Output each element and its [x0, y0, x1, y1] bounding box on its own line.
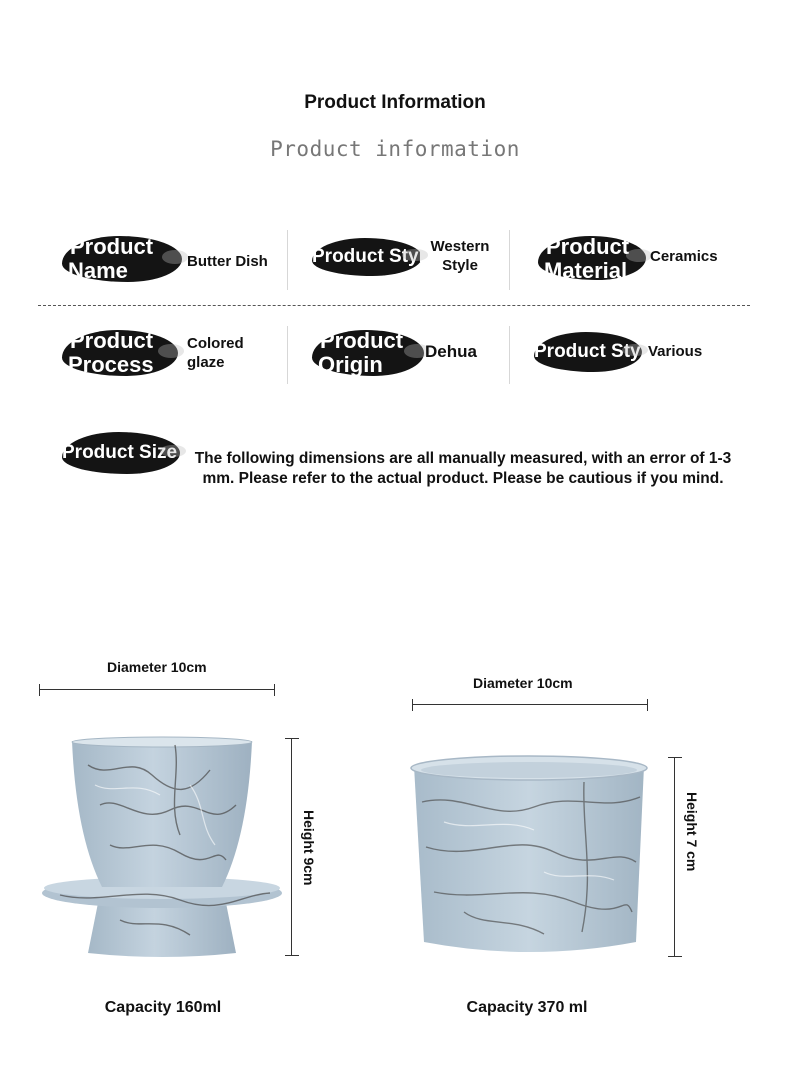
brush-label-line1: Product — [70, 234, 154, 259]
brush-label-product-origin — [312, 330, 424, 376]
column-divider — [287, 326, 288, 384]
diameter-label-2: Diameter 10cm — [473, 675, 573, 691]
brush-label-product-material — [538, 234, 646, 283]
capacity-label-1: Capacity 160ml — [104, 999, 222, 1016]
column-divider — [509, 230, 510, 290]
brush-label-text: Product Style — [312, 246, 435, 267]
height-label-2: Height 7 cm — [684, 792, 700, 872]
brush-label-line1: Product — [320, 328, 404, 353]
brush-label-line2: Name — [68, 258, 128, 283]
brush-label-product-process — [62, 330, 178, 376]
capacity-label-2: Capacity 370 ml — [466, 999, 588, 1016]
spec-value-line1: Western — [430, 238, 490, 255]
dashed-separator — [38, 305, 750, 306]
brush-label-line2: Material — [544, 258, 628, 283]
brush-label-text: Product Style — [534, 341, 657, 362]
diameter-label-1: Diameter 10cm — [107, 659, 207, 675]
spec-value-origin: Dehua — [425, 342, 477, 361]
brush-label-line1: Product — [70, 328, 154, 353]
butter-dish-image-1 — [40, 735, 286, 960]
brush-label-product-style-2 — [534, 332, 657, 372]
section-subtitle: Product information — [270, 137, 520, 161]
spec-value-name: Butter Dish — [187, 253, 268, 270]
brush-label-text: Product Size — [62, 442, 178, 463]
size-note: The following dimensions are all manually measured, with an error of 1-3 mm. Please refer to the actual product. Please be cautious if you mind. — [194, 450, 732, 487]
brush-label-line1: Product — [546, 234, 630, 259]
height-line-1 — [291, 738, 292, 956]
spec-value-style-2: Various — [648, 343, 703, 360]
spec-value-line1: Colored — [187, 335, 244, 352]
brush-label-product-style — [312, 238, 435, 276]
butter-dish-image-2 — [404, 752, 654, 962]
diameter-line-2 — [412, 704, 648, 705]
column-divider — [287, 230, 288, 290]
spec-value-line2: glaze — [187, 354, 225, 371]
brush-label-product-name — [62, 236, 182, 282]
spec-value-line2: Style — [442, 257, 478, 274]
brush-label-line2: Process — [68, 352, 154, 377]
height-line-2 — [674, 757, 675, 957]
spec-value-style — [425, 237, 495, 275]
column-divider — [509, 326, 510, 384]
height-label-1: Height 9cm — [301, 810, 317, 886]
spec-value-process — [187, 334, 244, 372]
brush-label-product-size — [62, 432, 180, 474]
diameter-line-1 — [39, 689, 275, 690]
brush-label-line2: Origin — [318, 352, 383, 377]
spec-value-material: Ceramics — [650, 248, 718, 265]
section-title: Product Information — [304, 92, 486, 113]
